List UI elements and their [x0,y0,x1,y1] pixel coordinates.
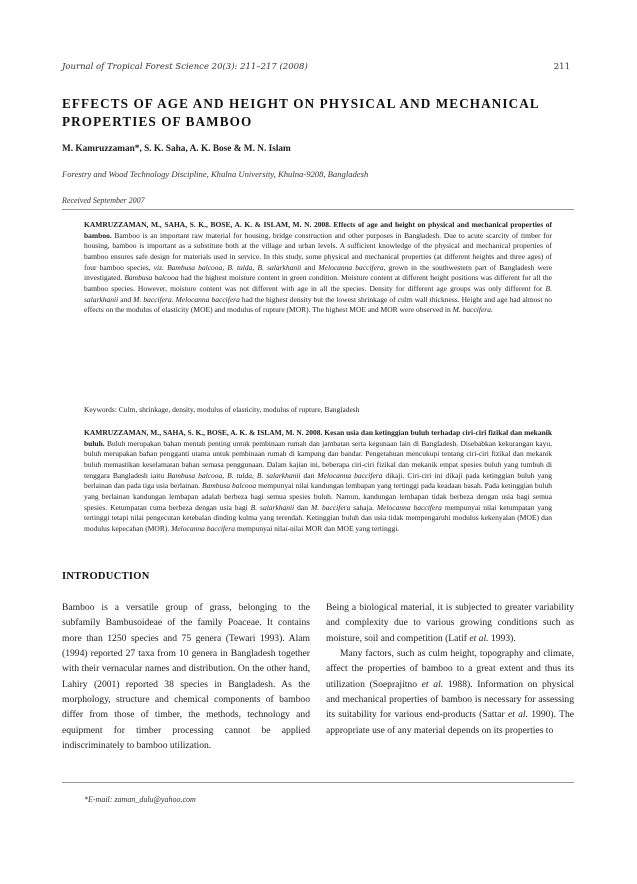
abstract-english-citation: KAMRUZZAMAN, M., SAHA, S. K., BOSE, A. K. & ISLAM, M. N. 2008. Effects of age and height on physical and mechanical properties of bamboo. [84,220,552,240]
intro-right-column [326,600,574,738]
section-heading-introduction: INTRODUCTION [62,571,150,582]
received-date: Received September 2007 [62,196,145,205]
paper-title: EFFECTS OF AGE AND HEIGHT ON PHYSICAL AND MECHANICAL PROPERTIES OF BAMBOO [62,96,540,129]
journal-citation: Journal of Tropical Forest Science 20(3): 211–217 (2008) [62,62,308,72]
intro-left-column [62,600,310,753]
intro-paragraph: Bamboo is a versatile group of grass, belonging to the subfamily Bambusoideae of the family Poaceae. It contains more than 1250 species and 75 genera (Tewari 1993). Alam (1994) reported 27 taxa from 10 genera in Bangladesh together with their vernacular names and distribution. On the other hand, Lahiry (2001) reported 38 species in Bangladesh. As the morphology, structure and chemical components of bamboo differ from those of timber, the methods, technology and equipment for timber processing cannot be applied indiscriminately to bamboo utilization. [62,602,310,752]
footnote-email: *E-mail: zaman_dulu@yahoo.com [84,795,196,804]
abstract-english: KAMRUZZAMAN, M., SAHA, S. K., BOSE, A. K. & ISLAM, M. N. 2008. Effects of age and height on physical and mechanical properties of bamboo. Bamboo is an important raw material for housing, bridge construction and other purposes in Bangladesh. Due to acute scarcity of timber for housing, bamboo is important as a substitute both at the village and urban levels. A sufficient knowledge of the physical and mechanical properties of bamboo ensures safe design for materials used in service. In this study, some physical and mechanical properties (at different heights and three ages) of four bamboo species, viz. Bambusa balcooa, B. tulda, B. salarkhanii and Melocanna baccifera, grown in the southwestern part of Bangladesh were investigated. Bambusa balcooa had the highest moisture content in green condition. Moisture content at different height positions was different for all the bamboo species. However, moisture content was not different with age in all the species. Density for different age groups was only different for B. salarkhanii and M. baccifera. Melocanna baccifera had the highest density but the lowest shrinkage of culm wall thickness. Height and age had almost no effects on the modulus of elasticity (MOE) and modulus of rupture (MOR). The highest MOE and MOR were observed in M. baccifera. [84,220,553,315]
author-list: M. Kamruzzaman*, S. K. Saha, A. K. Bose & M. N. Islam [62,144,291,154]
running-header [62,62,570,72]
affiliation: Forestry and Wood Technology Discipline, Khulna University, Khulna-9208, Bangladesh [62,169,369,179]
footnote-divider [62,782,574,783]
intro-paragraph: Many factors, such as culm height, topography and climate, affect the properties of bamboo to a great extent and thus its utilization (Soeprajitno et al. 1988). Information on physical and mechanical properties of bamboo is necessary for assessing its suitability for various end-products (Sattar et al. 1990). The appropriate use of any material depends on its properties to [326,648,575,736]
header-divider [62,209,574,210]
keywords: Keywords: Culm, shrinkage, density, modulus of elasticity, modulus of rupture, Bangladesh [84,405,360,414]
abstract-malay-citation: KAMRUZZAMAN, M., SAHA, S. K., BOSE, A. K. & ISLAM, M. N. 2008. Kesan usia dan ketinggian buluh terhadap ciri-ciri fizikal dan mekanik buluh. [84,428,552,448]
page-number: 211 [553,62,570,72]
abstract-malay: KAMRUZZAMAN, M., SAHA, S. K., BOSE, A. K. & ISLAM, M. N. 2008. Kesan usia dan ketinggian buluh terhadap ciri-ciri fizikal dan mekanik buluh. Buluh merupakan bahan mentah penting untuk pembinaan rumah dan jambatan serta kegunaan lain di Bangladesh. Disebabkan kekurangan kayu, buluh merupakan bahan pengganti utama untuk pembinaan rumah di kampung dan bandar. Pengetahuan mencukupi tentang ciri-ciri fizikal dan mekanik buluh memastikan keselamatan bahan semasa penggunaan. Dalam kajian ini, beberapa ciri-ciri fizikal dan mekanik empat spesies buluh yang tumbuh di tenggara Bangladesh iaitu Bambusa balcooa, B. tulda, B. salarkhanii dan Melocanna baccifera dikaji. Ciri-ciri ini dikaji pada ketinggian buluh yang berlainan dan pada tiga usia berlainan. Bambusa balcooa mempunyai nilai kandungan lembapan yang tertinggi pada keadaan basah. Pada ketinggian buluh yang berlainan kandungan lembapan adalah berbeza bagi semua spesies buluh. Namun, kandungan lembapan tidak berbeza dengan usia bagi semua spesies. Ketumpatan cuma berbeza dengan usia bagi B. salarkhanii dan M. baccifera sahaja. Melocanna baccifera mempunyai nilai ketumpatan yang tertinggi tetapi nilai pengecutan ketebalan dinding kulma yang terendah. Ketinggian buluh dan usia tidak mempengaruhi modulus kekenyalan (MOE) dan modulus kepecahan (MOR). Melocanna baccifera mempunyai nilai-nilai MOR dan MOE yang tertinggi. [84,428,553,533]
intro-paragraph: Being a biological material, it is subjected to greater variability and complexity due to various growing conditions such as moisture, soil and competition (Latif et al. 1993). [326,602,574,644]
